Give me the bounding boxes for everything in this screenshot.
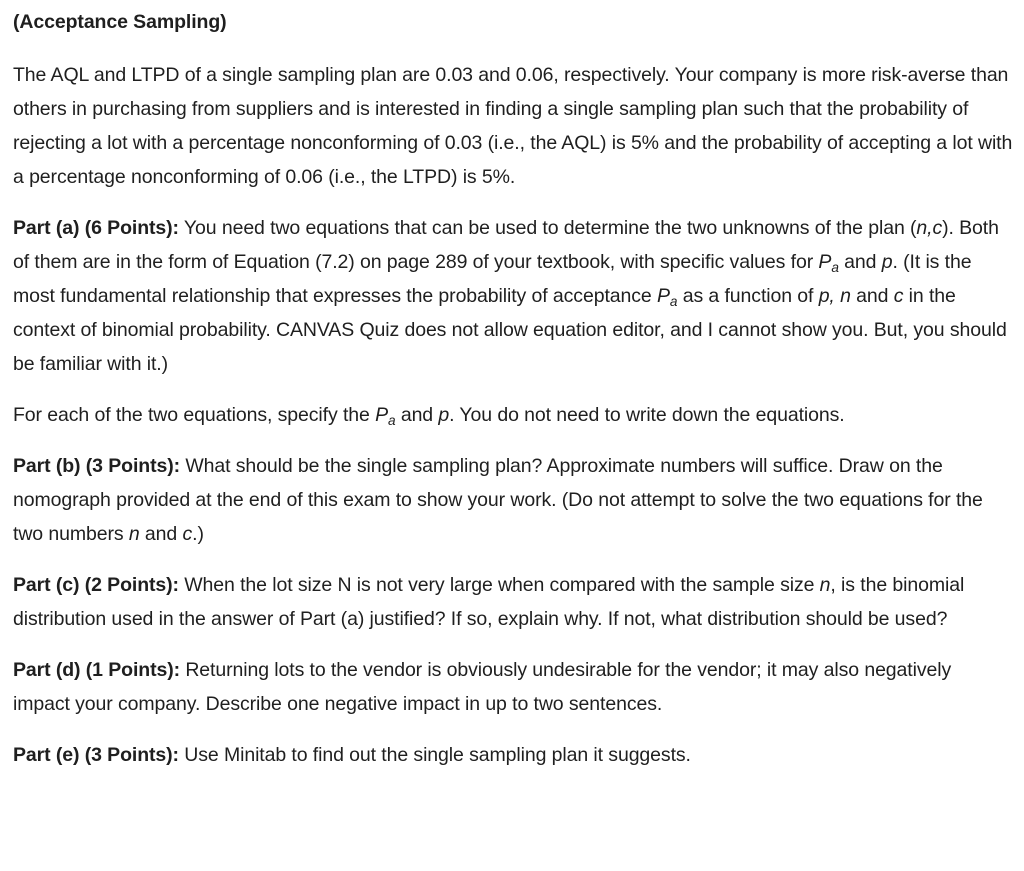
part-c-paragraph <box>13 568 1013 636</box>
subscript-text: a <box>669 294 678 310</box>
question-body <box>13 58 1013 772</box>
text-segment: Use Minitab to find out the single sampling plan it suggests. <box>178 744 691 766</box>
subscript-text: a <box>388 413 396 429</box>
text-segment: When the lot size N is not very large when compared with the sample size <box>178 574 820 596</box>
part-heading: Part (c) (2 Points): <box>13 574 179 596</box>
italic-text: p <box>438 404 450 426</box>
part-heading: Part (e) (3 Points): <box>13 744 179 766</box>
text-segment: and <box>850 285 894 307</box>
italic-text: p, n <box>818 285 851 307</box>
part-heading: Part (a) (6 Points): <box>13 217 179 239</box>
italic-text: n <box>819 574 831 596</box>
subscript-text: a <box>831 260 839 276</box>
italic-text: P <box>656 285 670 307</box>
part-e-paragraph <box>13 738 1013 772</box>
text-segment: and <box>838 251 882 273</box>
part-a-paragraph <box>13 211 1013 381</box>
text-segment: in the context of binomial probability. CANVAS Quiz does not allow equation editor, and I cannot show you. But, you should be familiar with it.) <box>13 285 1007 375</box>
text-segment: . (It is the most fundamental relationship that expresses the probability of acceptance <box>13 251 972 307</box>
part-b-paragraph <box>13 449 1013 551</box>
text-segment: For each of the two equations, specify the <box>13 404 376 426</box>
italic-text: p <box>881 251 893 273</box>
text-segment: as a function of <box>677 285 819 307</box>
part-heading: Part (d) (1 Points): <box>13 659 180 681</box>
text-segment: What should be the single sampling plan? Approximate numbers will suffice. Draw on the nomograph provided at the end of this exam to show your work. (Do not attempt to solve the two equations for the two numbers <box>13 455 983 545</box>
italic-text: P <box>818 251 832 273</box>
part-heading: Part (b) (3 Points): <box>13 455 180 477</box>
text-segment: and <box>395 404 439 426</box>
question-title: (Acceptance Sampling) <box>13 11 227 33</box>
text-segment: , is the binomial distribution used in the answer of Part (a) justified? If so, explain why. If not, what distribution should be used? <box>13 574 965 630</box>
text-segment: You need two equations that can be used to determine the two unknowns of the plan ( <box>178 217 917 239</box>
text-segment: ). Both of them are in the form of Equation (7.2) on page 289 of your textbook, with specific values for <box>13 217 999 273</box>
italic-text: n <box>128 523 140 545</box>
text-segment: The AQL and LTPD of a single sampling plan are 0.03 and 0.06, respectively. Your company is more risk-averse than others in purchasing from suppliers and is interested in finding a single sampling plan such that the probability of rejecting a lot with a percentage nonconforming of 0.03 (i.e., the AQL) is 5% and the probability of accepting a lot with a percentage nonconforming of 0.06 (i.e., the LTPD) is 5%. <box>13 64 1013 188</box>
intro-paragraph <box>13 58 1013 194</box>
italic-text: P <box>375 404 388 426</box>
italic-text: c <box>182 523 193 545</box>
part-a-followup-paragraph <box>13 398 1013 432</box>
italic-text: n,c <box>916 217 943 239</box>
text-segment: .) <box>192 523 204 545</box>
part-d-paragraph <box>13 653 1013 721</box>
text-segment: Returning lots to the vendor is obviously undesirable for the vendor; it may also negatively impact your company. Describe one negative impact in up to two sentences. <box>13 659 952 715</box>
question-document <box>13 5 1013 789</box>
text-segment: and <box>139 523 183 545</box>
text-segment: . You do not need to write down the equations. <box>449 404 845 426</box>
italic-text: c <box>893 285 904 307</box>
